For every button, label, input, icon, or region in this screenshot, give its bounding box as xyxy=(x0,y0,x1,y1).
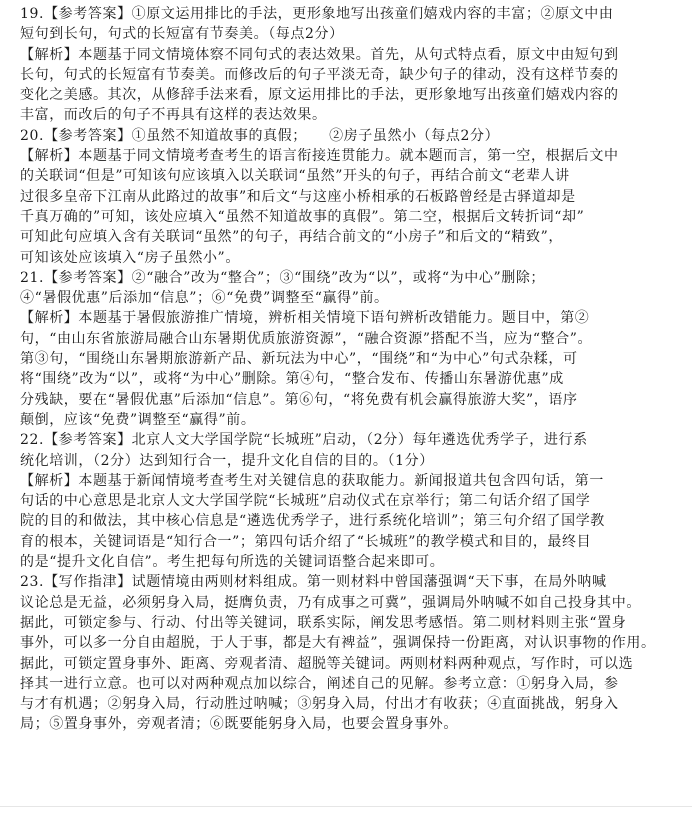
q21-answer-line-1: 21.【参考答案】②“融合”改为“整合”；③“围绕”改为“以”，或将“为中心”删除； xyxy=(20,269,546,286)
q22-analysis-line-3: 院的目的和做法，其中核心信息是“遴选优秀学子，进行系统化培训”；第三句介绍了国学教 xyxy=(20,513,605,530)
q19-answer-line-2: 短句到长句，句式的长短富有节奏美。（每点2分） xyxy=(20,26,344,43)
q19-answer-line-1: 19.【参考答案】①原文运用排比的手法，更形象地写出孩童们嬉戏内容的丰富；②原文中由 xyxy=(20,6,614,22)
q21-analysis-line-2: 句，“由山东省旅游局融合山东暑期优质旅游资源”，“融合资源”搭配不当，应为“整合”。 xyxy=(20,330,593,347)
q23-guide-line-3: 据此，可锁定参与、行动、付出等关键词，联系实际，阐发思考感悟。第二则材料则主张“置身 xyxy=(20,614,627,631)
q22-analysis-line-2: 句话的中心意思是北京人文大学国学院“长城班”启动仪式在京举行；第二句话介绍了国学 xyxy=(20,493,591,510)
q19-analysis-line-4: 丰富，而改后的句子不再具有这样的表达效果。 xyxy=(20,107,327,124)
q19-analysis-line-3: 变化之美感。其次，从修辞手法来看，原文运用排比的手法，更形象地写出孩童们嬉戏内容的 xyxy=(20,87,619,104)
q23-guide-line-1: 23.【写作指津】试题情境由两则材料组成。第一则材料中曾国藩强调“天下事，在局外呐喊 xyxy=(20,574,607,591)
q21-analysis-line-1: 【解析】本题基于暑假旅游推广情境，辨析相关情境下语句辨析改错能力。题目中，第② xyxy=(20,310,590,327)
q20-analysis-line-6: 可知该处应该填入“房子虽然小”。 xyxy=(20,249,240,266)
q22-answer-line-1: 22.【参考答案】北京人文大学国学院“长城班”启动，（2分）每年遴选优秀学子，进行系 xyxy=(20,432,588,449)
q21-answer-line-2: ④“暑假优惠”后添加“信息”；⑥“免费”调整至“赢得”前。 xyxy=(20,290,389,307)
q20-analysis-line-2: 的关联词“但是”可知该句应该填入以关联词“虽然”开头的句子，再结合前文“老辈人讲 xyxy=(20,168,570,185)
q19-analysis-line-2: 长句，句式的长短富有节奏美。而修改后的句子平淡无奇，缺少句子的律动，没有这样节奏的 xyxy=(20,66,619,83)
q19-analysis-line-1: 【解析】本题基于同文情境体察不同句式的表达效果。首先，从句式特点看，原文中由短句到 xyxy=(20,46,619,63)
q22-analysis-line-1: 【解析】本题基于新闻情境考查考生对关键信息的获取能力。新闻报道共包含四句话，第一 xyxy=(20,472,604,489)
page-bottom-divider xyxy=(0,806,692,807)
q20-analysis-line-4: 千真万确的”可知，该处应填入“虽然不知道故事的真假”。第二空，根据后文转折词“却” xyxy=(20,208,585,225)
q22-analysis-line-4: 育的根本，关键词语是“知行合一”；第四句话介绍了“长城班”的教学模式和目的，最终目 xyxy=(20,533,592,550)
q21-analysis-line-3: 第③句，“围绕山东暑期旅游新产品、新玩法为中心”，“围绕”和“为中心”句式杂糅，可 xyxy=(20,351,578,368)
q20-answer-line-1: 20.【参考答案】①虽然不知道故事的真假； ②房子虽然小（每点2分） xyxy=(20,127,500,144)
q23-guide-line-4: 事外，可以多一分自由超脱，于人于事，都是大有裨益”，强调保持一份距离，对认识事物的作用。 xyxy=(20,635,656,652)
q23-guide-line-6: 择其一进行立意。也可以对两种观点加以综合，阐述自己的见解。参考立意：①躬身入局，参 xyxy=(20,675,619,692)
q20-analysis-line-1: 【解析】本题基于同文情境考查考生的语言衔接连贯能力。就本题而言，第一空，根据后文中 xyxy=(20,148,619,165)
q22-analysis-line-5: 的是“提升文化自信”。考生把每句所选的关键词语整合起来即可。 xyxy=(20,554,445,571)
q20-analysis-line-3: 过很多皇帝下江南从此路过的故事”和后文“与这座小桥相承的石板路曾经是古驿道却是 xyxy=(20,188,576,205)
q23-guide-line-8: 局；⑤置身事外，旁观者清；⑥既要能躬身入局，也要会置身事外。 xyxy=(20,716,458,733)
q21-analysis-line-5: 分残缺，要在“暑假优惠”后添加“信息”。第⑥句，“将免费有机会赢得旅游大奖”，语序 xyxy=(20,391,578,408)
q21-analysis-line-6: 颠倒，应该“免费”调整至“赢得”前。 xyxy=(20,411,256,428)
q23-guide-line-5: 据此，可锁定置身事外、距离、旁观者清、超脱等关键词。两则材料两种观点，写作时，可以选 xyxy=(20,655,634,672)
q20-analysis-line-5: 可知此句应填入含有关联词“虽然”的句子，再结合前文的“小房子”和后文的“精致”， xyxy=(20,229,563,246)
q23-guide-line-2: 议论总是无益，必须躬身入局，挺膺负责，乃有成事之可冀”，强调局外呐喊不如自己投身其中。 xyxy=(20,594,641,611)
q21-analysis-line-4: 将“围绕”改为“以”，或将“为中心”删除。第④句，“整合发布、传播山东暑游优惠”成 xyxy=(20,371,564,388)
q23-guide-line-7: 与才有机遇；②躬身入局，行动胜过呐喊；③躬身入局，付出才有收获；④直面挑战，躬身入 xyxy=(20,696,619,713)
q22-answer-line-2: 统化培训，（2分）达到知行合一，提升文化自信的目的。（1分） xyxy=(20,452,434,469)
